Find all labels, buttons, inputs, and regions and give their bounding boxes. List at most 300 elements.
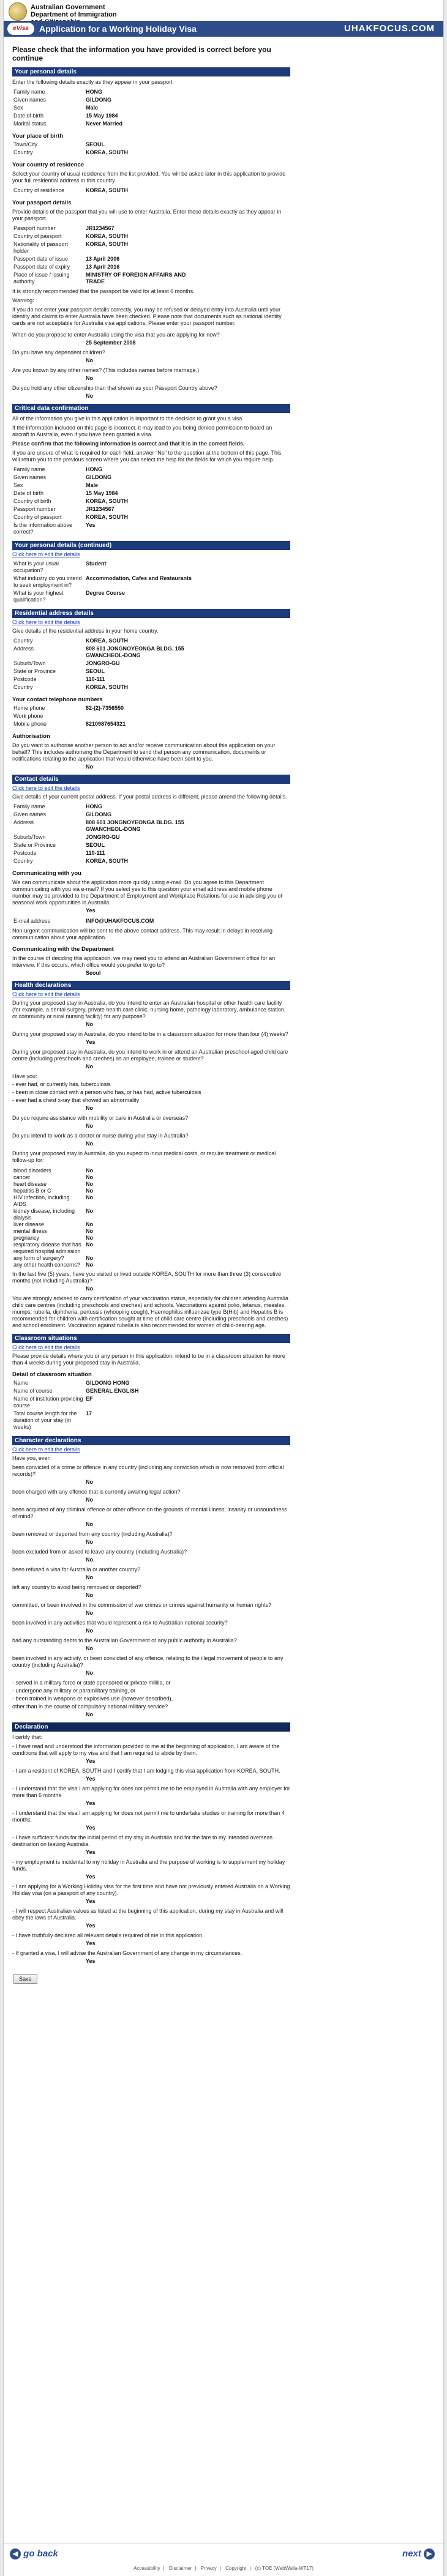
row-label: Name of course	[13, 1388, 53, 1394]
question-block	[12, 1489, 290, 1503]
birth-table	[12, 141, 196, 157]
answer: No	[86, 1670, 93, 1676]
answer: Yes	[86, 1776, 96, 1782]
table-row	[12, 720, 196, 728]
next-label: next	[402, 2548, 421, 2559]
row-label: Country of passport	[13, 233, 62, 239]
application-title: Application for a Working Holiday Visa	[39, 24, 197, 34]
classroom-sub-title: Detail of classroom situation	[12, 1371, 92, 1378]
row-label: Sex	[13, 105, 23, 111]
question-block	[12, 1620, 290, 1634]
character-items	[12, 1464, 290, 1676]
table-row	[12, 1181, 196, 1188]
email-table	[12, 917, 196, 925]
question: - I have read and understood the information provided to me at the beginning of application, I am aware of the conditions that will apply to my visa and that I am required to abide by them.	[12, 1743, 280, 1756]
answer: Yes	[86, 1039, 96, 1045]
question-block	[12, 332, 290, 346]
row-label: Total course length for the duration of your stay (in weeks)	[13, 1410, 77, 1430]
row-label: Address	[13, 646, 34, 652]
section-title: Contact details	[12, 775, 290, 784]
critical-confirm: Please confirm that the following information is correct and that it is in the correct fields.	[12, 441, 245, 447]
question-block	[12, 1000, 290, 1027]
question: During your proposed stay in Australia, do you intend to be in a classroom situation for more than four (4) weeks?	[12, 1031, 288, 1037]
edit-details-link[interactable]: Click here to edit the details	[12, 991, 80, 997]
table-row	[12, 255, 196, 263]
row-value: JR1234567	[86, 225, 115, 231]
critical-note3: If you are unsure of what is required for each field, answer "No" to the question at the bottom of this page. This will return you to the previous screen where you can select the help for the fields for which you require help.	[12, 450, 282, 463]
authorisation-title: Authorisation	[12, 733, 50, 740]
table-row	[12, 811, 196, 819]
answer: No	[86, 1063, 93, 1070]
section-note: Enter the following details exactly as they appear in your passport	[12, 79, 173, 85]
table-row	[12, 466, 196, 474]
row-value: 82-(2)-7356550	[86, 705, 124, 711]
classroom-table	[12, 1379, 196, 1431]
section-title: Your personal details	[12, 67, 290, 76]
table-row	[12, 1379, 196, 1387]
row-label: Passport date of issue	[13, 256, 69, 262]
table-row	[12, 482, 196, 490]
table-row	[12, 141, 196, 149]
phones-table	[12, 704, 196, 728]
row-value: JONGRO-GU	[86, 834, 120, 840]
residence-table	[12, 187, 196, 195]
row-value: 13 April 2016	[86, 264, 120, 270]
row-value: No	[86, 1241, 93, 1248]
row-value: GENERAL ENGLISH	[86, 1388, 139, 1394]
row-value: KOREA, SOUTH	[86, 233, 129, 239]
row-value: Accommodation, Cafes and Restaurants	[86, 575, 192, 581]
row-label: Family name	[13, 89, 45, 95]
question-block	[12, 1932, 290, 1946]
question: Do you hold any other citizenship than that shown as your Passport Country above?	[12, 385, 217, 391]
row-label: Country	[13, 858, 33, 864]
table-row	[12, 1188, 196, 1194]
table-row	[12, 1235, 196, 1241]
occupation-table	[12, 560, 196, 604]
answer: No	[86, 393, 93, 399]
table-row	[12, 112, 196, 120]
question: - I am applying for a Working Holiday visa for the first time and have not previously entered Australia on a Working Holiday visa (on a passport of any country).	[12, 1883, 290, 1896]
table-row	[12, 575, 196, 589]
question-block	[12, 1073, 290, 1111]
answer: No	[86, 1497, 93, 1503]
row-value: KOREA, SOUTH	[86, 498, 129, 504]
question-block	[12, 1859, 290, 1880]
table-row	[12, 88, 196, 96]
question-block	[12, 1133, 290, 1147]
row-value: No	[86, 1174, 93, 1180]
row-label: liver disease	[13, 1221, 45, 1227]
row-value: HONG	[86, 466, 102, 472]
answer: No	[86, 1628, 93, 1634]
row-value: 15 May 1984	[86, 490, 118, 496]
question-block	[12, 1506, 290, 1527]
table-row	[12, 149, 196, 157]
question-block	[12, 1950, 290, 1964]
row-label: Given names	[13, 97, 47, 103]
table-row	[12, 1255, 196, 1262]
critical-note1: All of the information you give in this application is important to the decision to grant you a visa.	[12, 415, 244, 422]
row-label: respiratory disease that has required hospital admission	[13, 1241, 81, 1254]
question-block	[12, 1584, 290, 1598]
table-row	[12, 225, 196, 233]
section-title: Residential address details	[12, 609, 290, 618]
table-row	[12, 645, 196, 660]
table-row	[12, 474, 196, 482]
row-value: No	[86, 1221, 93, 1227]
answer: No	[86, 1479, 93, 1485]
answer: Yes	[86, 1898, 96, 1904]
table-row	[12, 1194, 196, 1208]
edit-details-link[interactable]: Click here to edit the details	[12, 1344, 80, 1350]
row-value: GILDONG HONG	[86, 1380, 130, 1386]
row-label: Address	[13, 819, 34, 825]
answer: No	[86, 764, 93, 770]
row-value: Yes	[86, 522, 96, 528]
question-block	[12, 367, 290, 381]
warning-text: If you do not enter your passport details correctly, you may be refused or delayed entry into Australia until your identity and claims to enter Australia have been checked. Please note that documents such as national identity cards are not acceptable for Australia visa applications. Please enter your passport number.	[12, 307, 282, 326]
row-label: Family name	[13, 803, 45, 810]
table-row	[12, 857, 196, 865]
question-block	[12, 1531, 290, 1545]
answer: Yes	[86, 1874, 96, 1880]
row-label: Given names	[13, 474, 47, 480]
section-note: Please provide details where you or any person in this application, intend to be in a classroom situation for more than 4 weeks during your proposed stay in Australia.	[12, 1353, 285, 1366]
question: been acquitted of any criminal offence or other offence on the grounds of mental illness, insanity or unsoundness of mind?	[12, 1506, 287, 1519]
table-row	[12, 1167, 196, 1174]
contact-table	[12, 803, 196, 865]
row-value: KOREA, SOUTH	[86, 241, 129, 247]
table-row	[12, 1395, 196, 1410]
table-row	[12, 712, 196, 720]
next-button[interactable]	[402, 2548, 435, 2559]
row-value: Degree Course	[86, 590, 126, 596]
conditions-table	[12, 1167, 196, 1268]
table-row	[12, 704, 196, 712]
go-back-button[interactable]	[10, 2548, 58, 2559]
row-label: Country of birth	[13, 498, 51, 504]
row-value: SEOUL	[86, 141, 105, 147]
table-row	[12, 521, 196, 536]
table-row	[12, 104, 196, 112]
footer-link[interactable]: Accessibility	[133, 2566, 160, 2571]
edit-details-link[interactable]: Click here to edit the details	[12, 619, 80, 625]
row-value: JR1234567	[86, 506, 115, 512]
question-block	[12, 1031, 290, 1045]
answer: No	[86, 1610, 93, 1616]
personal-continued-section	[12, 541, 290, 604]
row-value: KOREA, SOUTH	[86, 858, 129, 864]
section-note: Give details of your current postal address. If your postal address is different, please amend the following details.	[12, 794, 287, 800]
row-value: GILDONG	[86, 811, 111, 817]
question-block	[12, 1150, 290, 1164]
table-row	[12, 497, 196, 505]
row-label: any form of surgery?	[13, 1255, 64, 1261]
row-label: Date of birth	[13, 113, 44, 119]
row-value: KOREA, SOUTH	[86, 684, 129, 690]
email-note: Non-urgent communication will be sent to the above contact address. This may result in delays in receiving communication about your application.	[12, 928, 273, 940]
table-row	[12, 637, 196, 645]
question-block	[12, 1883, 290, 1904]
row-label: Suburb/Town	[13, 834, 46, 840]
answer: No	[86, 1592, 93, 1598]
main-content	[4, 37, 298, 1984]
list-item: - undergone any military or paramilitary training, or	[12, 1688, 136, 1694]
row-value: 8210987654321	[86, 721, 126, 727]
answer: Yes	[86, 1958, 96, 1964]
section-title: Your passport details	[12, 199, 72, 206]
answer: No	[86, 1521, 93, 1527]
brand-watermark: UHAKFOCUS.COM	[344, 23, 435, 34]
passport-section	[12, 199, 290, 327]
table-row	[12, 1262, 196, 1268]
question-block	[12, 1743, 290, 1764]
question: committed, or been involved in the commission of war crimes or crimes against humanity or human rights?	[12, 1602, 272, 1608]
question: - I understand that the visa I am applying for does not permit me to undertake studies or training for more than 4 months.	[12, 1810, 285, 1823]
question-block	[12, 1464, 290, 1485]
section-title: Your personal details (continued)	[12, 541, 290, 550]
question: - I am a resident of KOREA, SOUTH and I certify that I am lodging this visa application from KOREA, SOUTH.	[12, 1768, 280, 1774]
personal-details-section	[12, 67, 290, 128]
question-block	[12, 385, 290, 399]
answer: No	[86, 1141, 93, 1147]
question: During your proposed stay in Australia, do you intend to work in or attend an Australian preschool-aged child care centre (including preschools and creches) as an employee, trainee or student?	[12, 1049, 288, 1062]
email-label: E-mail address	[13, 918, 51, 924]
row-value: No	[86, 1228, 93, 1234]
answer: Yes	[86, 1758, 96, 1764]
row-value: KOREA, SOUTH	[86, 149, 129, 155]
section-title: Classroom situations	[12, 1334, 290, 1343]
department-title: Communicating with the Department	[12, 946, 114, 953]
row-value: No	[86, 1262, 93, 1268]
table-row	[12, 833, 196, 841]
table-row	[12, 505, 196, 513]
row-value: MINISTRY OF FOREIGN AFFAIRS AND TRADE	[86, 272, 186, 285]
table-row	[12, 1174, 196, 1181]
row-value: JONGRO-GU	[86, 660, 120, 666]
question-block	[12, 1566, 290, 1580]
row-value: EF	[86, 1396, 93, 1402]
question: been charged with any offence that is currently awaiting legal action?	[12, 1489, 181, 1495]
row-value: Male	[86, 105, 99, 111]
question-block	[12, 1049, 290, 1070]
question: In the last five (5) years, have you visited or lived outside KOREA, SOUTH for more than three (3) consecutive months (not including Australia)?	[12, 1271, 282, 1284]
row-label: Family name	[13, 466, 45, 472]
question: In the course of deciding this application, we may need you to attend an Australian Government office for an interview. If this occurs, which office would you prefer to go to?	[12, 955, 276, 968]
row-label: What industry do you intend to seek employment in?	[13, 575, 82, 588]
question: been removed or deported from any country (including Australia)?	[12, 1531, 173, 1537]
answer: No	[86, 1539, 93, 1545]
question-block	[12, 1768, 290, 1782]
table-row	[12, 271, 196, 286]
question: Have you:	[12, 1073, 37, 1079]
page-frame	[3, 0, 444, 2576]
section-title: Your place of birth	[12, 133, 64, 140]
answer: No	[86, 1711, 93, 1718]
row-label: State or Province	[13, 668, 56, 674]
table-row	[12, 560, 196, 575]
row-value: 17	[86, 1410, 92, 1416]
answer: No	[86, 375, 93, 381]
table-row	[12, 1241, 196, 1255]
next-arrow-icon: ▶	[424, 2548, 435, 2559]
table-row	[12, 1387, 196, 1395]
question: been refused a visa for Australia or another country?	[12, 1566, 141, 1573]
table-row	[12, 490, 196, 497]
question-block	[12, 955, 290, 976]
row-label: Passport number	[13, 225, 56, 231]
gov-line1: Australian Government	[31, 4, 105, 11]
row-label: Country	[13, 684, 33, 690]
row-label: Country of passport	[13, 514, 62, 520]
answer: No	[86, 357, 93, 363]
section-title: Critical data confirmation	[12, 404, 290, 413]
row-value: 808 601 JONGNOYEONGA BLDG. 155 GWANCHEOL-DONG	[86, 646, 184, 658]
residence-section	[12, 162, 290, 195]
footer-link: (c) TOE (WebWalla-WT17)	[255, 2566, 314, 2571]
health-section	[12, 981, 290, 1329]
row-label: blood disorders	[13, 1167, 51, 1174]
go-back-label: go back	[23, 2548, 58, 2559]
communicating-title: Communicating with you	[12, 870, 81, 877]
table-row	[12, 849, 196, 857]
row-value: No	[86, 1194, 93, 1201]
declaration-items	[12, 1743, 290, 1964]
row-value: 110-111	[86, 850, 105, 856]
question: When do you propose to enter Australia using the visa that you are applying for now?	[12, 332, 220, 338]
page-footer	[4, 2543, 443, 2576]
row-label: Passport date of expiry	[13, 264, 70, 270]
footer-link[interactable]: Copyright	[225, 2566, 247, 2571]
footer-link[interactable]: Privacy	[200, 2566, 217, 2571]
row-label: kidney disease, including dialysis	[13, 1208, 75, 1221]
row-value: 13 April 2006	[86, 256, 120, 262]
row-label: Sex	[13, 482, 23, 488]
save-button[interactable]: Save	[13, 1974, 37, 1984]
question: Do you intend to work as a doctor or nurse during your stay in Australia?	[12, 1133, 189, 1139]
section-note: Select your country of usual residence from the list provided. You will be asked later in this application to provide your full residential address in this country.	[12, 171, 286, 184]
row-label: Home phone	[13, 705, 45, 711]
section-title: Health declarations	[12, 981, 290, 990]
row-value: Never Married	[86, 121, 123, 127]
question: been excluded from or asked to leave any country (including Australia)?	[12, 1549, 187, 1555]
question: Do you have any dependent children?	[12, 349, 105, 356]
table-row	[12, 668, 196, 676]
table-row	[12, 1208, 196, 1221]
critical-note2: If the information included on this page is incorrect, it may lead to you being denied permission to board an aircraft to Australia, even if you have been granted a visa.	[12, 425, 272, 437]
question-block	[12, 879, 290, 914]
row-value: Male	[86, 482, 99, 488]
row-label: HIV infection, including AIDS	[13, 1194, 70, 1207]
question-block	[12, 1115, 290, 1129]
answer: No	[86, 1021, 93, 1027]
phones-title: Your contact telephone numbers	[12, 696, 103, 703]
row-label: Name	[13, 1380, 29, 1386]
row-value	[85, 712, 196, 720]
row-label: What is your usual occupation?	[13, 560, 59, 573]
email-value: INFO@UHAKFOCUS.COM	[86, 918, 154, 924]
table-row	[12, 819, 196, 833]
row-label: State or Province	[13, 842, 56, 848]
table-row	[12, 676, 196, 683]
row-label: pregnancy	[13, 1235, 40, 1241]
row-value: HONG	[86, 89, 102, 95]
question: Do you require assistance with mobility or care in Australia or overseas?	[12, 1115, 189, 1121]
row-value: No	[86, 1235, 93, 1241]
question-block	[12, 1549, 290, 1563]
table-row	[12, 187, 196, 195]
question: Are you known by any other names? (This includes names before marriage.)	[12, 367, 200, 373]
row-label: Is the information above correct?	[13, 522, 73, 535]
edit-details-link[interactable]: Click here to edit the details	[12, 1446, 80, 1453]
edit-details-link[interactable]: Click here to edit the details	[12, 785, 80, 791]
table-row	[12, 803, 196, 811]
validity-note: It is strongly recommended that the passport be valid for at least 6 months.	[12, 288, 195, 294]
row-label: heart disease	[13, 1181, 47, 1187]
question: - my employment is incidental to my holiday in Australia and the purpose of working is to supplement my holiday funds.	[12, 1859, 285, 1872]
answer: Yes	[86, 1940, 96, 1946]
table-row	[12, 513, 196, 521]
table-row	[12, 660, 196, 668]
row-label: Marital status	[13, 121, 47, 127]
question: Do you want to authorise another person to act and/or receive communication about this application on your behalf? This includes authorising the Department to send that person any communication, documents or notifications relating to the application that would otherwise have been sent to you.	[12, 742, 276, 762]
warning-label: Warning:	[12, 297, 34, 303]
row-label: What is your highest qualification?	[13, 590, 64, 603]
answer: No	[86, 1123, 93, 1129]
question: During your proposed stay in Australia, do you expect to incur medical costs, or require treatment or medical follow-up for:	[12, 1150, 276, 1163]
question: - I have sufficient funds for the initial period of my stay in Australia and for the fare to my intended overseas destination on leaving Australia.	[12, 1834, 273, 1847]
answer: No	[86, 1286, 93, 1292]
question-block	[12, 1680, 290, 1718]
row-value: GILDONG	[86, 97, 111, 103]
table-row	[12, 1221, 196, 1228]
residential-address-section	[12, 609, 290, 770]
question-block	[12, 1810, 290, 1831]
edit-details-link[interactable]: Click here to edit the details	[12, 551, 80, 557]
question: been involved in any activity, or been convicted of any offence, relating to the illegal movement of people to any country (including Australia)?	[12, 1655, 284, 1668]
table-row	[12, 263, 196, 271]
table-row	[12, 96, 196, 104]
section-note: Give details of the residential address in your home country.	[12, 628, 159, 634]
row-label: Place of issue / issuing authority	[13, 272, 70, 285]
answer: No	[86, 1557, 93, 1563]
table-row	[12, 240, 196, 255]
row-label: Mobile phone	[13, 721, 47, 727]
list-item: - been in close contact with a person who has, or has had, active tuberculosis	[12, 1089, 201, 1095]
contact-section	[12, 775, 290, 976]
question-block	[12, 1834, 290, 1855]
question: been involved in any activities that would represent a risk to Australian national security?	[12, 1620, 228, 1626]
row-label: cancer	[13, 1174, 31, 1180]
row-value: SEOUL	[86, 842, 105, 848]
answer: 25 September 2008	[86, 340, 136, 346]
evisa-logo: eVisa	[7, 23, 34, 35]
question: During your proposed stay in Australia, do you intend to enter an Australian hospital or other health care facility (for example, a dental surgery, private health care clinic, nursing home, pathology laboratory, ambulance station, or community or rural nursing facility) for any purpose?	[12, 1000, 286, 1019]
footer-link[interactable]: Disclaimer	[168, 2566, 192, 2571]
row-value: KOREA, SOUTH	[86, 514, 129, 520]
row-label: Town/City	[13, 141, 38, 147]
row-label: Country of residence	[13, 187, 65, 193]
row-label: Passport number	[13, 506, 56, 512]
question-block	[12, 1655, 290, 1676]
question-block	[12, 1637, 290, 1651]
question: left any country to avoid being removed or deported?	[12, 1584, 141, 1590]
row-value: No	[86, 1255, 93, 1261]
row-label: Work phone	[13, 713, 43, 719]
footer-links: Accessibility | Disclaimer | Privacy | Copyright | (c) TOE (WebWalla-WT17)	[133, 2566, 314, 2571]
personal-details-table	[12, 88, 196, 128]
